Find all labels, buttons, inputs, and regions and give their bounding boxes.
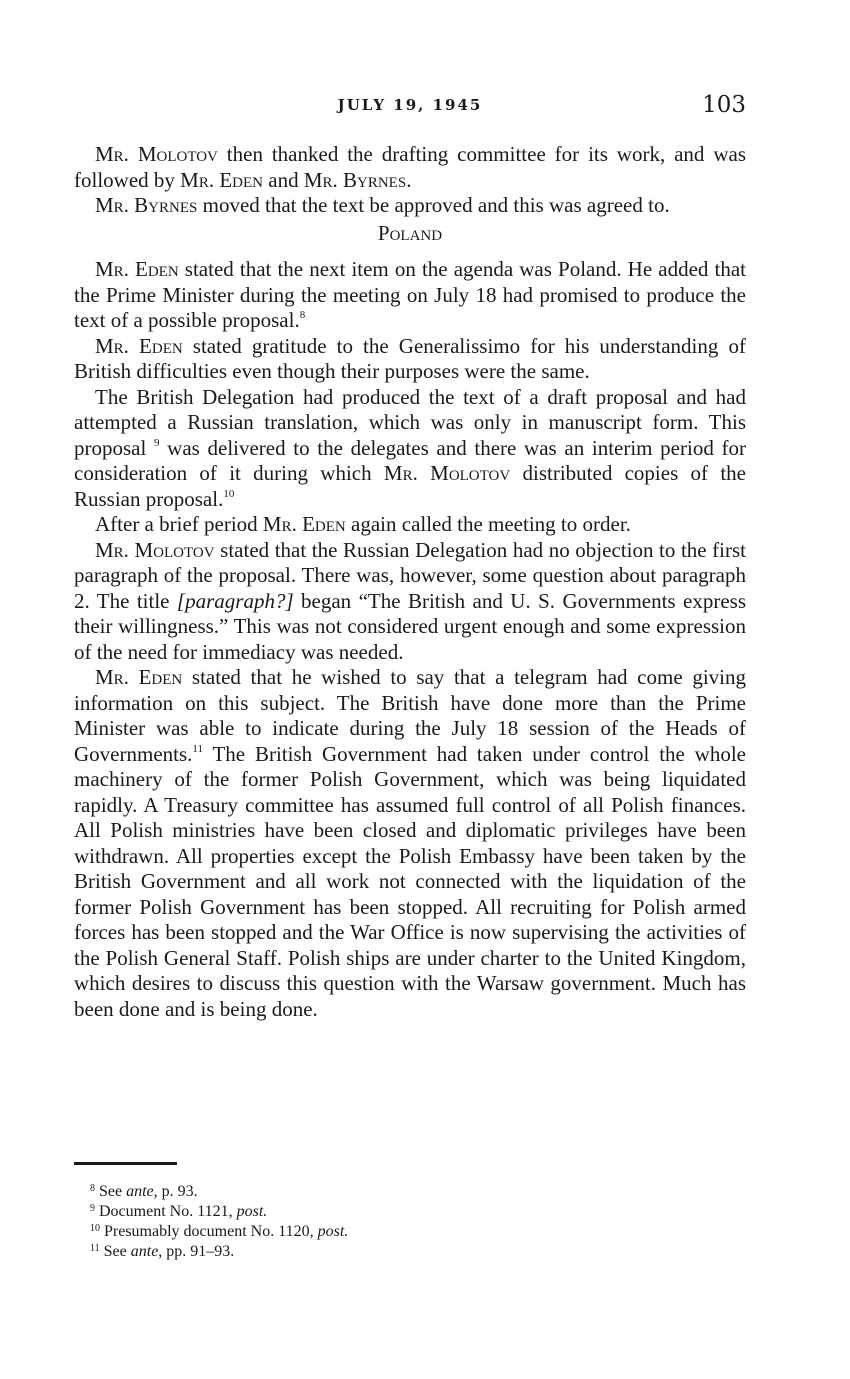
footnote-11: $^{11}$ See ante, pp. 91–93.: [90, 1243, 235, 1260]
footnote-9: $^9$ Document No. 1121, post.: [90, 1203, 268, 1220]
paragraph-3: Mr. Eden stated that the next item on the agenda was Poland. He added that the Prime Minister during the meeting on July 18 had promised to produce the text of a possible proposal.$^8$: [74, 257, 746, 332]
paragraph-1: Mr. Molotov then thanked the drafting committee for its work, and was followed by Mr. Eden and Mr. Byrnes.: [74, 142, 746, 192]
page-number: 103: [702, 92, 746, 118]
footnote-ref: 11: [192, 742, 203, 755]
footnotes: [90, 1180, 730, 1260]
footnote-ref: 8: [299, 309, 306, 321]
footnote-ref: 9: [154, 436, 160, 449]
footnote-10: $^{10}$ Presumably document No. 1120, post.: [90, 1223, 349, 1240]
paragraph-8: Mr. Eden stated that he wished to say that a telegram had come giving information on this subject. The British have done more than the Prime Minister was able to indicate during the July 18 session of the Heads of Governments.$^{11}$ The British Government had taken under control the whole machinery of the former Polish Government, which was being liquidated rapidly. A Treasury committee has assumed full control of all Polish finances. All Polish ministries have been closed and diplomatic privileges have been withdrawn. All properties except the Polish Embassy have been taken by the British Government and all work not connected with the liquidation of the former Polish Government has been stopped. All recruiting for Polish armed forces has been stopped and the War Office is now supervising the activities of the Polish General Staff. Polish ships are under charter to the United Kingdom, which desires to discuss this question with the Warsaw government. Much has been done and is being done.: [74, 665, 746, 1021]
running-title: JULY 19, 1945: [337, 96, 483, 114]
footnote-ref: 10: [223, 487, 235, 500]
paragraph-6: After a brief period Mr. Eden again called the meeting to order.: [95, 512, 631, 536]
paragraph-2: Mr. Byrnes moved that the text be approved and this was agreed to.: [95, 193, 670, 217]
footnote-8: $^8$ See ante, p. 93.: [90, 1183, 198, 1200]
paragraph-5: The British Delegation had produced the text of a draft proposal and had attempted a Russian translation, which was only in manuscript form. This proposal $^9$ was delivered to the delegates and there was an interim period for consideration of it during which Mr. Molotov distributed copies of the Russian proposal.$^{10}$: [74, 384, 746, 511]
paragraph-7: Mr. Molotov stated that the Russian Delegation had no objection to the first paragraph of the proposal. There was, however, some question about paragraph 2. The title [paragraph?] began “The British and U. S. Governments express their willingness.” This was not considered urgent enough and some expression of the need for immediacy was needed.: [74, 537, 747, 664]
running-head: [74, 92, 746, 122]
footnote-rule: [74, 1162, 177, 1165]
paragraph-4: Mr. Eden stated gratitude to the Generalissimo for his understanding of British difficulties even though their purposes were the same.: [74, 333, 746, 383]
body-text: [74, 142, 746, 1022]
section-heading: Poland: [377, 220, 443, 245]
